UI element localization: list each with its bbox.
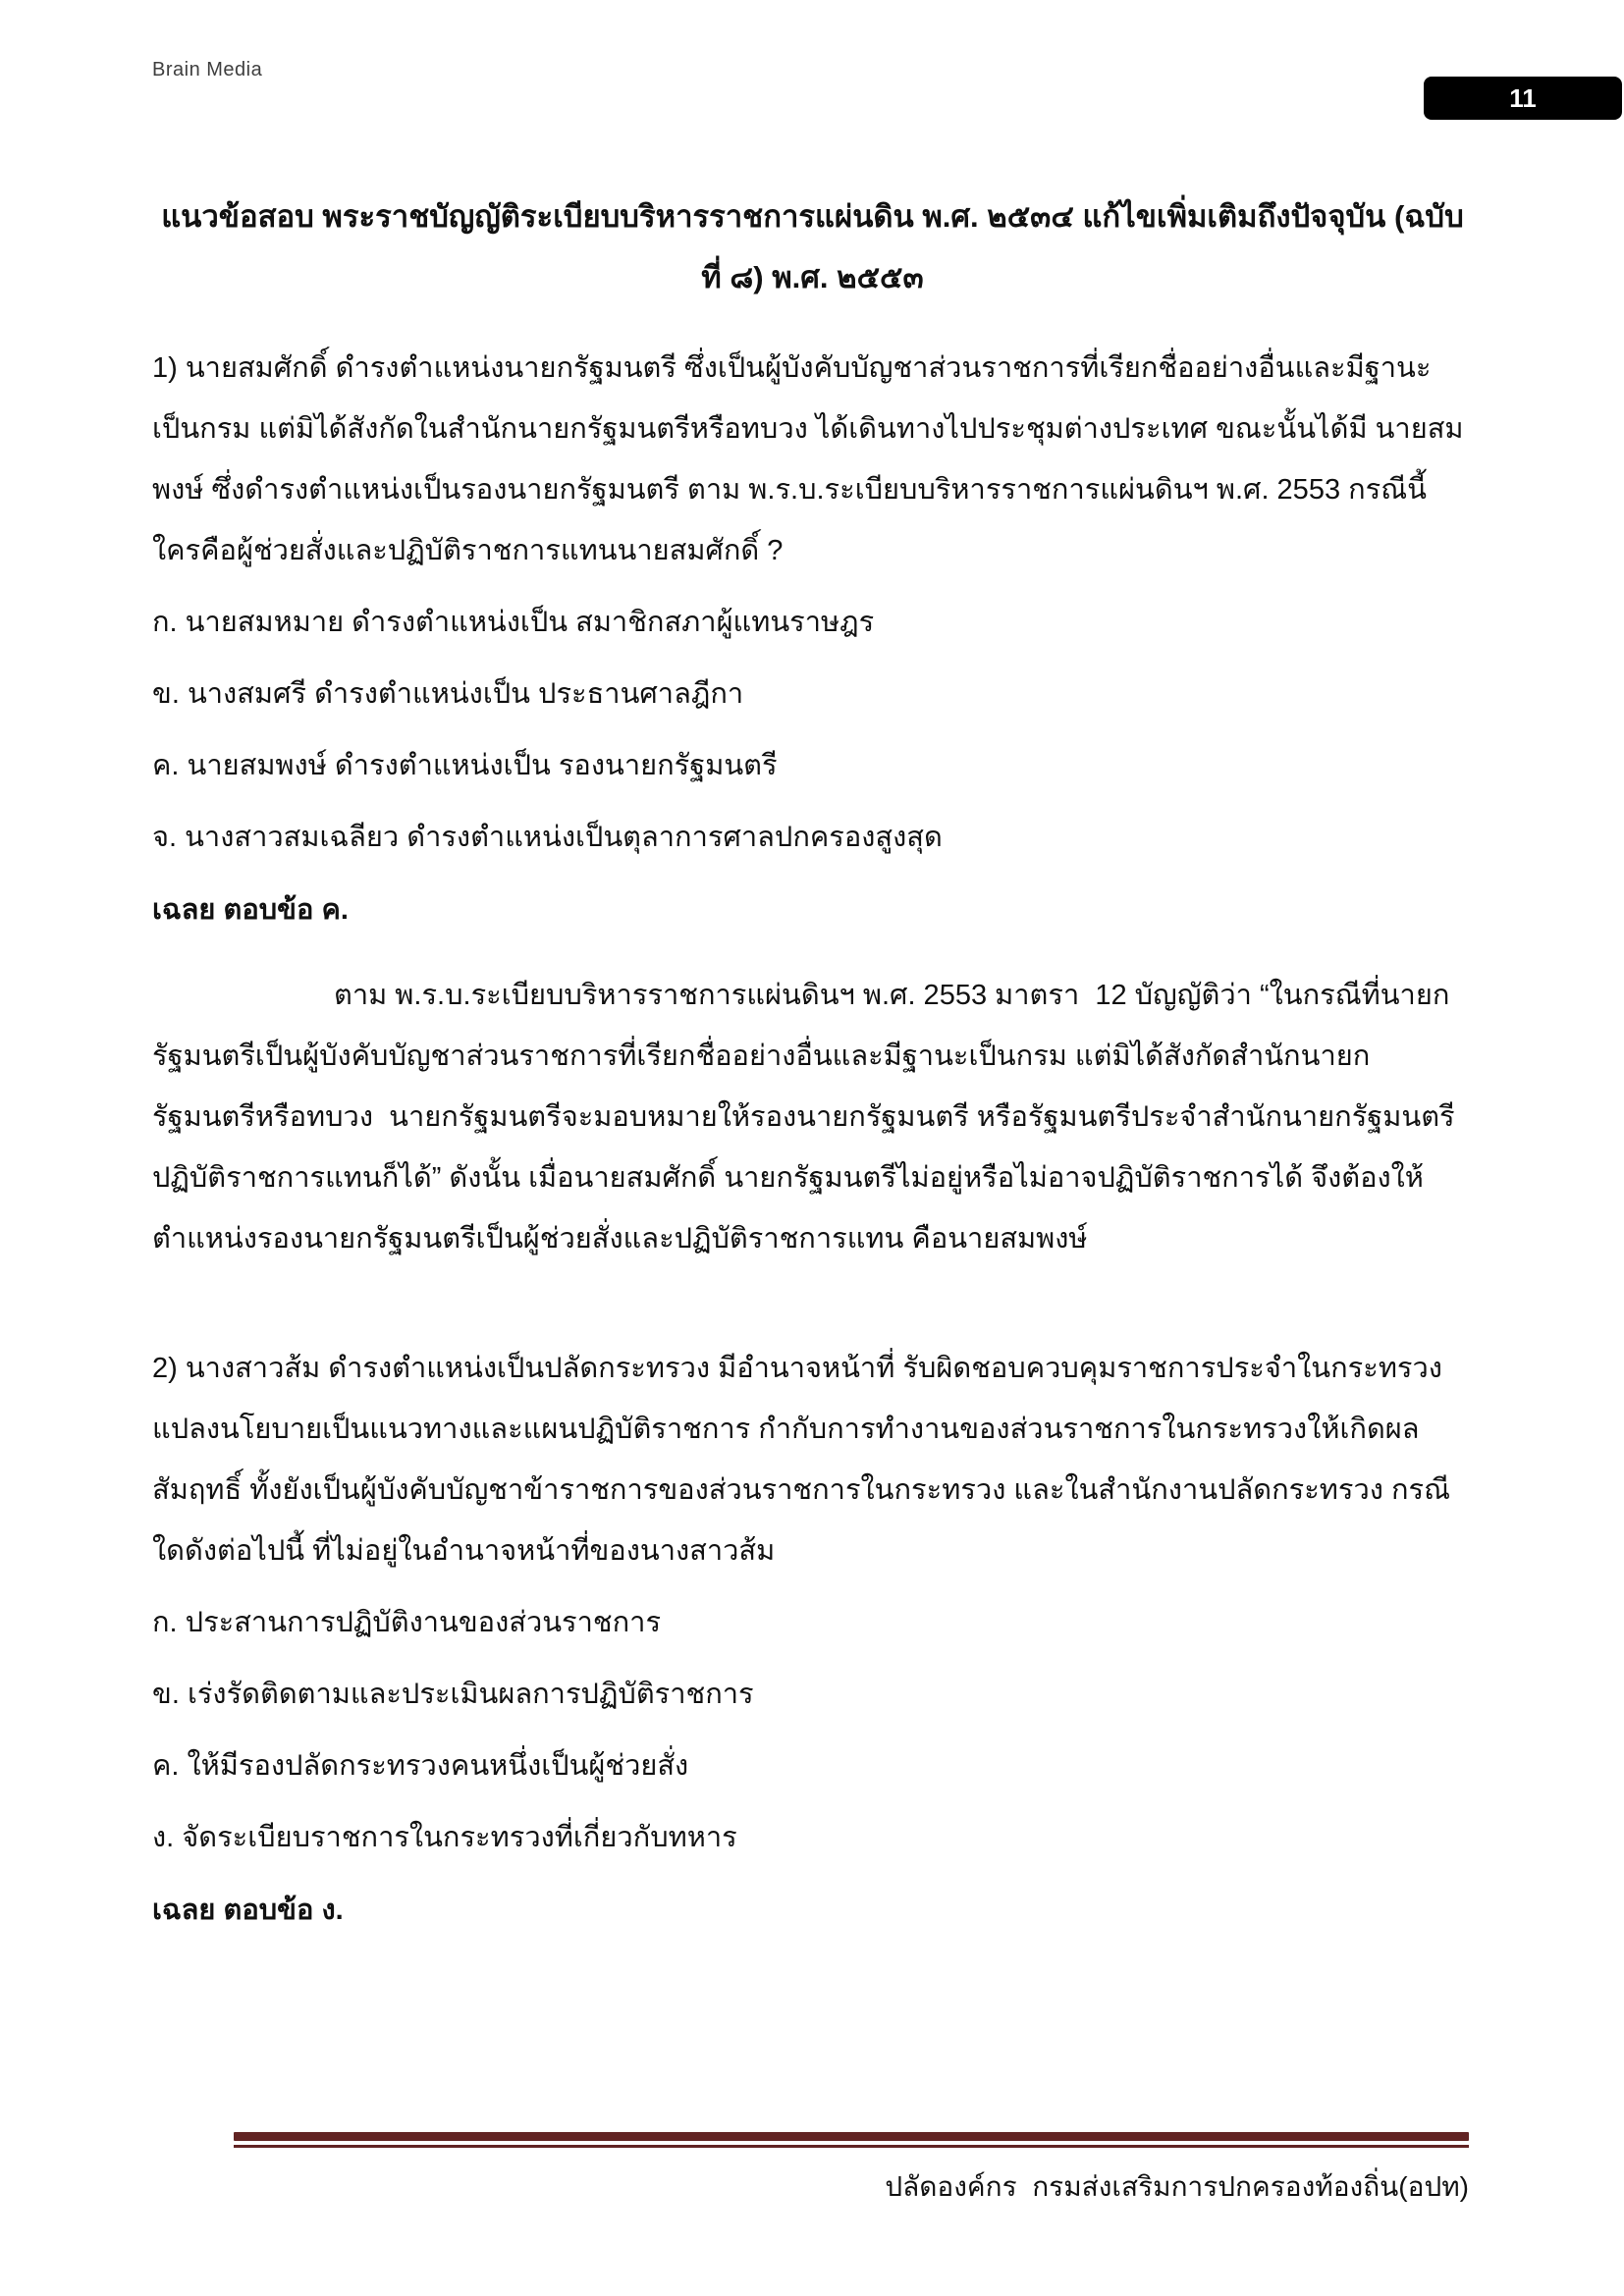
question-1-answer-label: เฉลย ตอบข้อ ค. (152, 894, 349, 926)
question-1-explanation: ตาม พ.ร.บ.ระเบียบบริหารราชการแผ่นดินฯ พ.ศ. 2553 มาตรา 12 บัญญัติว่า “ในกรณีที่นายกรัฐมนตรีเป็นผู้บังคับบัญชาส่วนราชการที่เรียกชื่ออย่างอื่นและมีฐานะเป็นกรม แต่มิได้สังกัดสำนักนายกรัฐมนตรีหรือทบวง นายกรัฐมนตรีจะมอบหมายให้รองนายกรัฐมนตรี หรือรัฐมนตรีประจำสำนักนายกรัฐมนตรีปฏิบัติราชการแทนก็ได้” ดังนั้น เมื่อนายสมศักดิ์ นายกรัฐมนตรีไม่อยู่หรือไม่อาจปฏิบัติราชการได้ จึงต้องให้ตำแหน่งรองนายกรัฐมนตรีเป็นผู้ช่วยสั่งและปฏิบัติราชการแทน คือนายสมพงษ์ (152, 980, 1455, 1255)
footer-divider-thin (234, 2145, 1469, 2148)
question-2-choice-c: ค. ให้มีรองปลัดกระทรวงคนหนึ่งเป็นผู้ช่วยสั่ง (152, 1750, 689, 1782)
footer-divider-thick (234, 2132, 1469, 2141)
footer-text: ปลัดองค์กร กรมส่งเสริมการปกครองท้องถิ่น(อปท) (885, 2171, 1469, 2202)
question-1-choice-b: ข. นางสมศรี ดำรงตำแหน่งเป็น ประธานศาลฎีกา (152, 678, 744, 710)
page-footer (234, 2132, 1469, 2209)
page-title (152, 187, 1473, 308)
question-1-choice-d: จ. นางสาวสมเฉลียว ดำรงตำแหน่งเป็นตุลาการศาลปกครองสูงสุด (152, 822, 943, 853)
question-1-choices (152, 593, 1473, 867)
question-1-choice-c: ค. นายสมพงษ์ ดำรงตำแหน่งเป็น รองนายกรัฐมนตรี (152, 750, 778, 781)
question-1-choice-a: ก. นายสมหมาย ดำรงตำแหน่งเป็น สมาชิกสภาผู้แทนราษฎร (152, 607, 875, 638)
question-2-choice-d: ง. จัดระเบียบราชการในกระทรวงที่เกี่ยวกับทหาร (152, 1822, 737, 1853)
page-title-line-1: แนวข้อสอบ พระราชบัญญัติระเบียบบริหารราชการแผ่นดิน พ.ศ. ๒๕๓๔ แก้ไขเพิ่มเติมถึงปัจจุบัน (ฉบับ (161, 199, 1464, 234)
page-number: 11 (1509, 82, 1537, 113)
document-content (152, 187, 1473, 1940)
question-1-text: 1) นายสมศักดิ์ ดำรงตำแหน่งนายกรัฐมนตรี ซึ่งเป็นผู้บังคับบัญชาส่วนราชการที่เรียกชื่ออย่างอื่นและมีฐานะเป็นกรม แต่มิได้สังกัดในสำนักนายกรัฐมนตรีหรือทบวง ได้เดินทางไปประชุมต่างประเทศ ขณะนั้นได้มี นายสมพงษ์ ซึ่งดำรงตำแหน่งเป็นรองนายกรัฐมนตรี ตาม พ.ร.บ.ระเบียบบริหารราชการแผ่นดินฯ พ.ศ. 2553 กรณีนี้ ใครคือผู้ช่วยสั่งและปฏิบัติราชการแทนนายสมศักดิ์ ? (152, 352, 1464, 566)
question-2-choice-b: ข. เร่งรัดติดตามและประเมินผลการปฏิบัติราชการ (152, 1679, 754, 1710)
question-2-answer-label: เฉลย ตอบข้อ ง. (152, 1895, 344, 1926)
brand-label: Brain Media (152, 59, 263, 80)
question-2-choices (152, 1593, 1473, 1867)
page-number-badge (1424, 77, 1622, 120)
question-2-text: 2) นางสาวส้ม ดำรงตำแหน่งเป็นปลัดกระทรวง มีอำนาจหน้าที่ รับผิดชอบควบคุมราชการประจำในกระทรวง แปลงนโยบายเป็นแนวทางและแผนปฏิบัติราชการ กำกับการทำงานของส่วนราชการในกระทรวงให้เกิดผลสัมฤทธิ์ ทั้งยังเป็นผู้บังคับบัญชาข้าราชการของส่วนราชการในกระทรวง และในสำนักงานปลัดกระทรวง กรณีใดดังต่อไปนี้ ที่ไม่อยู่ในอำนาจหน้าที่ของนางสาวส้ม (152, 1353, 1451, 1567)
question-2-choice-a: ก. ประสานการปฏิบัติงานของส่วนราชการ (152, 1607, 662, 1638)
page-title-line-2: ที่ ๘) พ.ศ. ๒๕๕๓ (701, 260, 924, 294)
